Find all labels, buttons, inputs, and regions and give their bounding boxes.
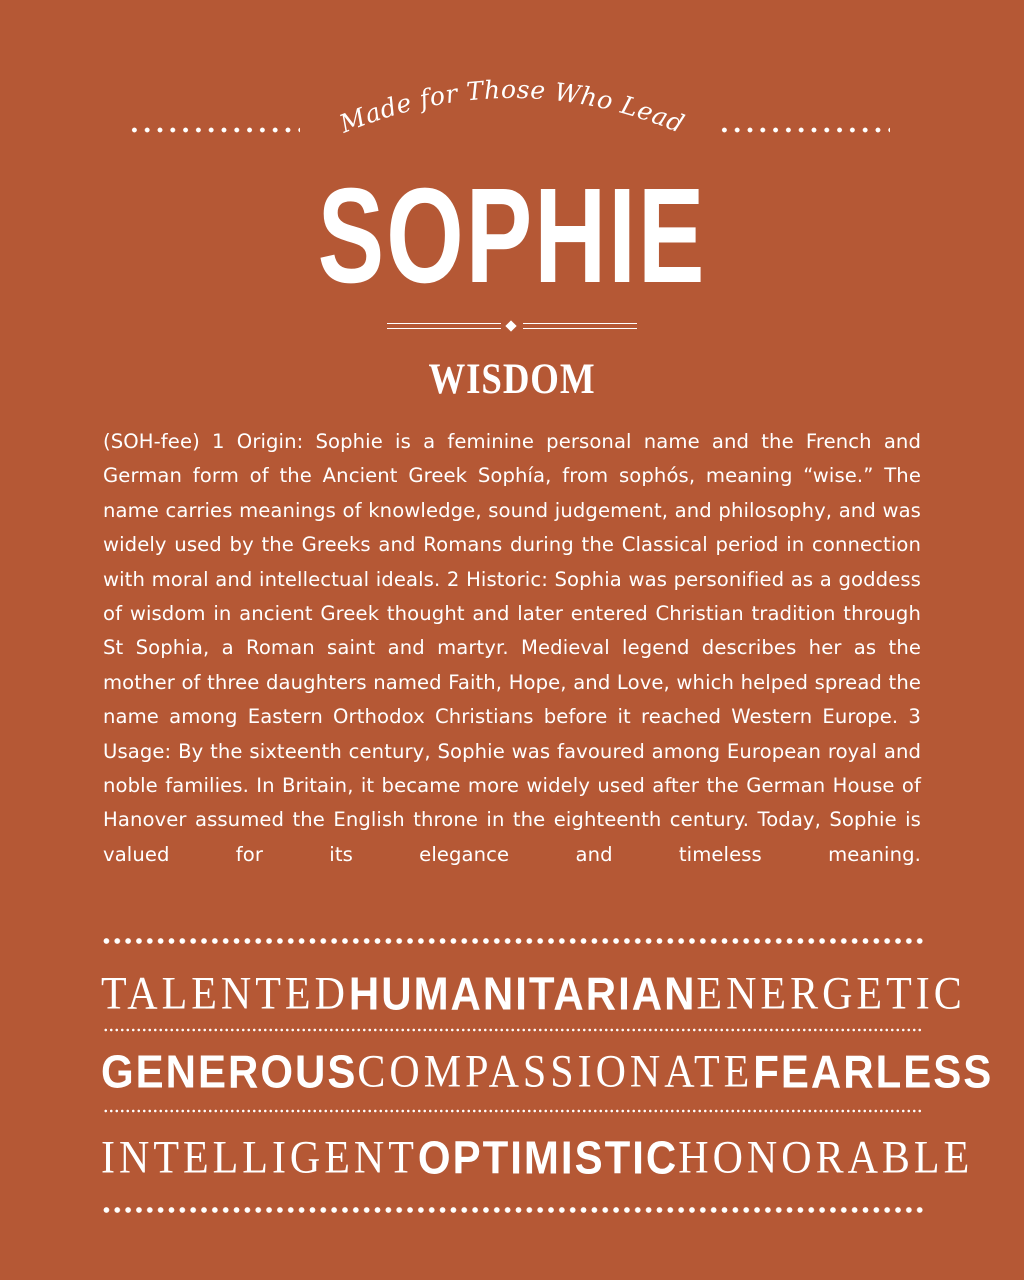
trait-word: FEARLESS <box>753 1045 994 1098</box>
top-dotted-rule-right <box>718 126 890 134</box>
trait-word: HUMANITARIAN <box>348 967 697 1020</box>
diamond-ornament-icon <box>505 320 516 331</box>
svg-text:Made for Those Who Lead <box>335 75 689 139</box>
name-meaning: WISDOM <box>428 354 596 403</box>
trait-word: COMPASSIONATE <box>357 1046 754 1098</box>
trait-row-1 <box>101 966 966 1022</box>
divider-bar-left <box>387 323 501 329</box>
trait-row-3 <box>101 1130 974 1186</box>
trait-word: HONORABLE <box>678 1132 974 1184</box>
trait-word: INTELLIGENT <box>101 1132 418 1184</box>
ornamental-divider <box>387 319 637 333</box>
dotted-rule-bottom <box>101 1205 927 1215</box>
trait-word: GENEROUS <box>101 1045 358 1098</box>
tagline-text: Made for Those Who Lead <box>335 74 689 139</box>
dotted-separator <box>103 1109 923 1113</box>
name-description: (SOH-fee) 1 Origin: Sophie is a feminine personal name and the French and German form of the Ancient Greek Sophía, from sophós, meaning “wise.” The name carries meanings of knowledge, sound judgement, and philosophy, and was widely used by the Greeks and Romans during the Classical period in connection with moral and intellectual ideals. 2 Historic: Sophia was personified as a goddess of wisdom in ancient Greek thought and later entered Christian tradition through St Sophia, a Roman saint and martyr. Medieval legend describes her as the mother of three daughters named Faith, Hope, and Love, which helped spread the name among Eastern Orthodox Christians before it reached Western Europe. 3 Usage: By the sixteenth century, Sophie was favoured among European royal and noble families. In Britain, it became more widely used after the German House of Hanover assumed the English throne in the eighteenth century. Today, Sophie is valued for its elegance and timeless meaning. <box>103 430 921 866</box>
dotted-rule-top <box>101 936 927 946</box>
dotted-separator <box>103 1028 923 1032</box>
divider-bar-right <box>523 323 637 329</box>
trait-row-2 <box>101 1044 994 1100</box>
trait-word: ENERGETIC <box>696 968 966 1020</box>
trait-word: OPTIMISTIC <box>417 1131 679 1184</box>
tagline <box>320 66 704 156</box>
name-title: SOPHIE <box>317 161 707 312</box>
top-dotted-rule-left <box>128 126 300 134</box>
trait-word: TALENTED <box>101 968 349 1020</box>
